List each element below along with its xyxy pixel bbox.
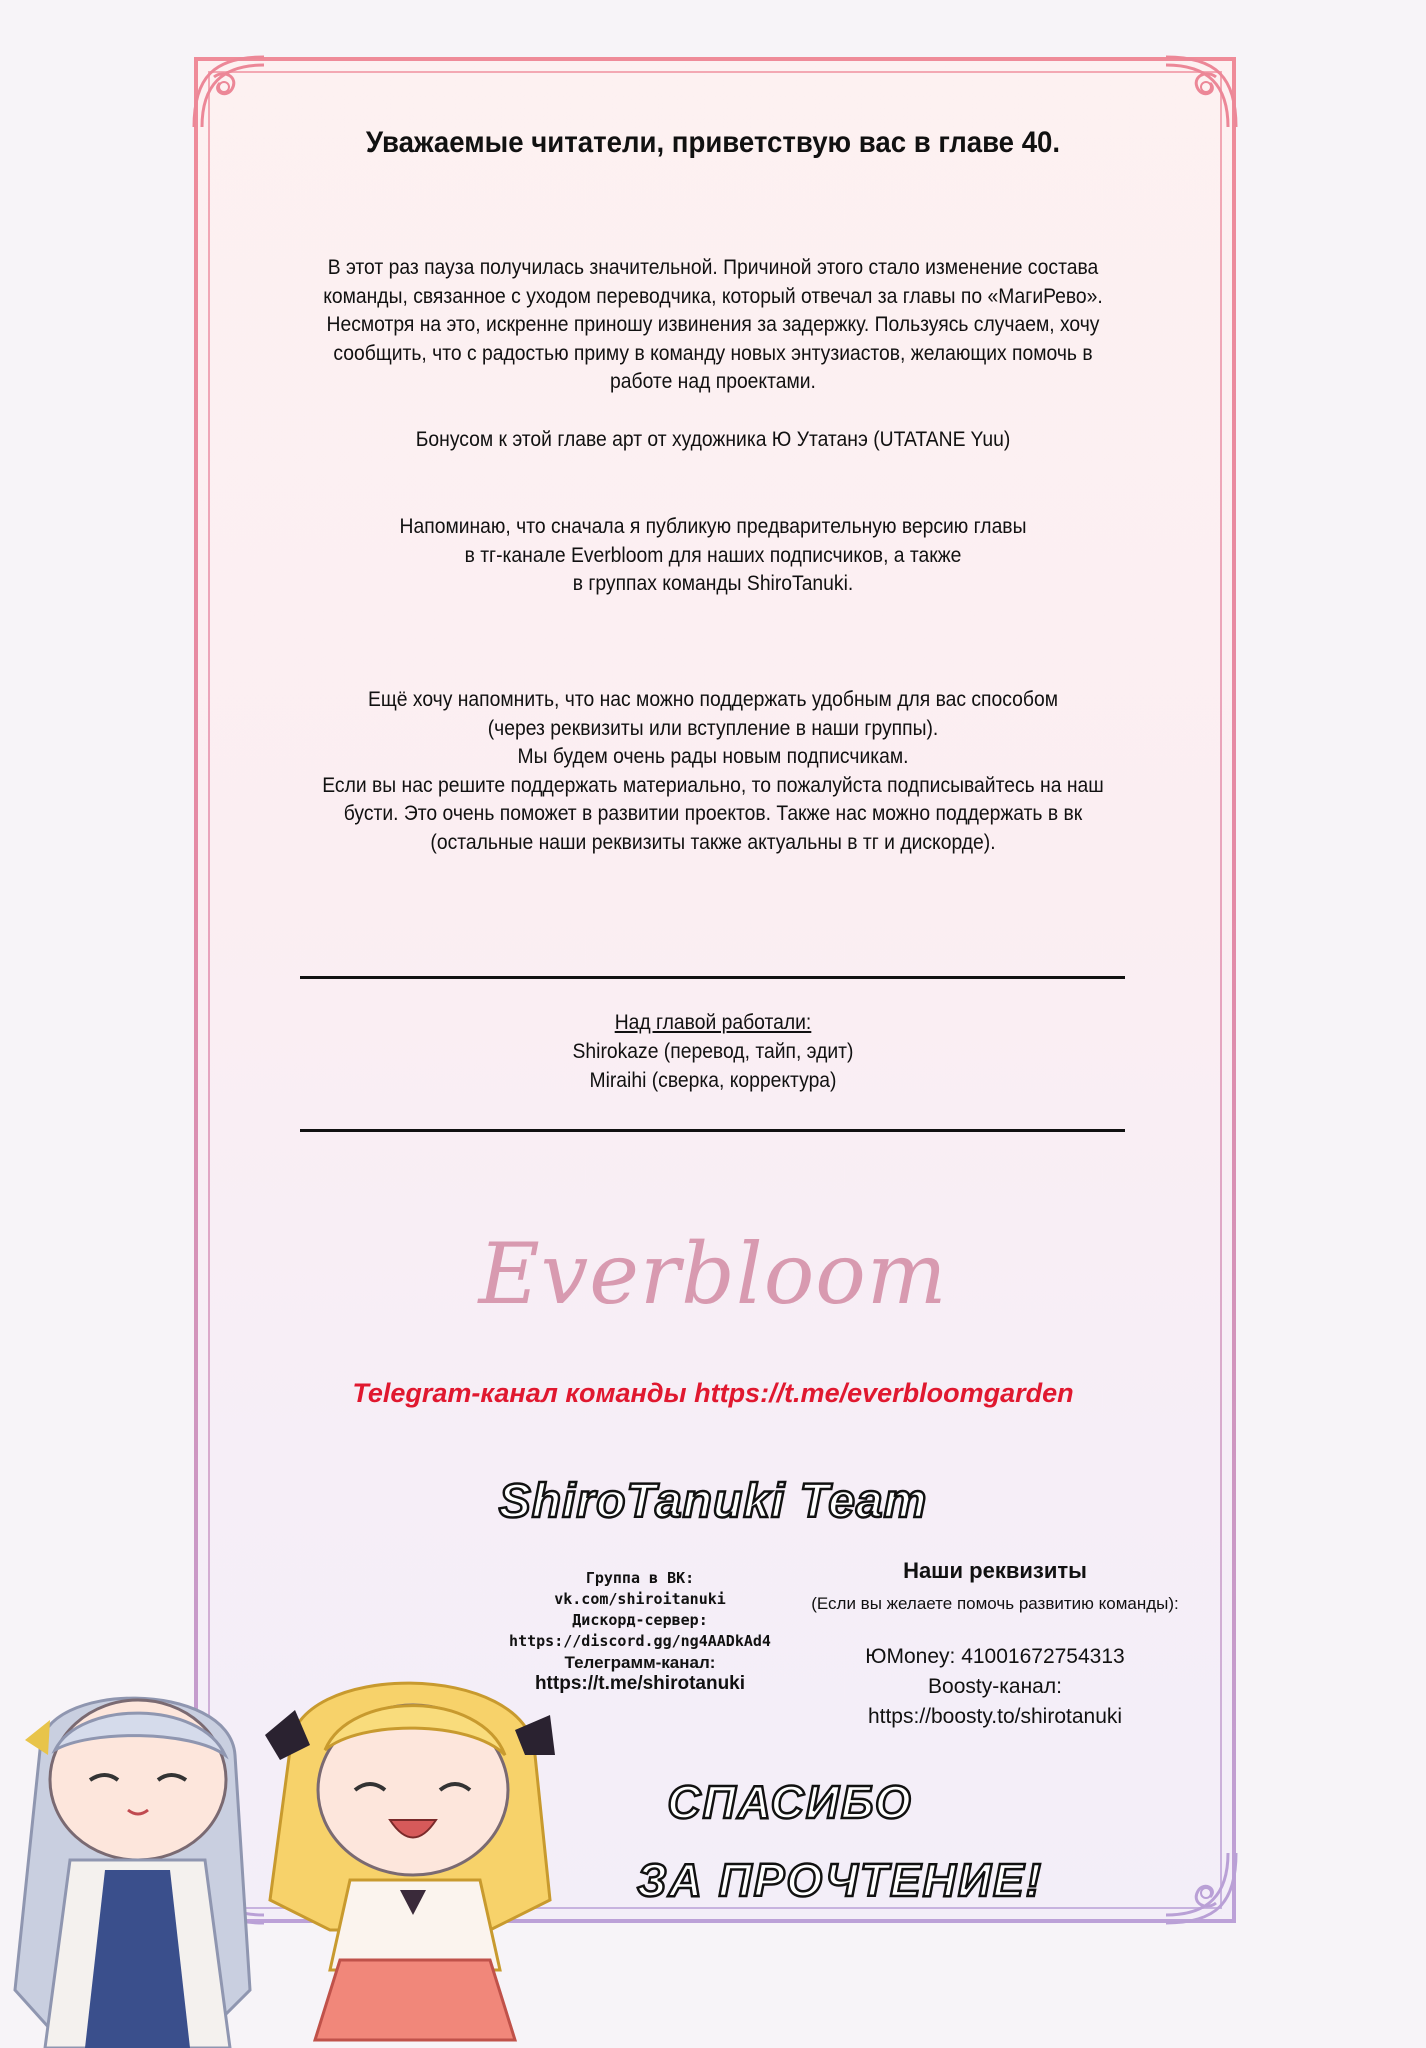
text-line: работе над проектами. xyxy=(610,370,816,393)
boosty-label: Boosty-канал: xyxy=(928,1675,1062,1698)
text-line: бусти. Это очень поможет в развитии проектов. Также нас можно поддержать в вк xyxy=(343,802,1083,825)
discord-link[interactable]: https://discord.gg/ng4AADkAd4 xyxy=(509,1632,771,1650)
telegram-channel-link[interactable]: Telegram-канал команды https://t.me/everbloomgarden xyxy=(352,1378,1074,1408)
vk-link[interactable]: vk.com/shiroitanuki xyxy=(554,1590,726,1608)
vk-label: Группа в ВК: xyxy=(585,1569,695,1587)
text-line: В этот раз пауза получилась значительной. Причиной этого стало изменение состава xyxy=(327,256,1099,279)
text-line: сообщить, что с радостью приму в команду новых энтузиастов, желающих помочь в xyxy=(333,341,1093,365)
credits-block xyxy=(57,1008,1369,1095)
text-line: Напоминаю, что сначала я публикую предварительную версию главы xyxy=(399,515,1027,538)
divider xyxy=(300,976,1125,979)
ornament-corner-icon xyxy=(1156,47,1246,137)
text-line: Несмотря на это, искренне приношу извинения за задержку. Пользуясь случаем, хочу xyxy=(326,313,1100,336)
page-title: Уважаемые читатели, приветствую вас в главе 40. xyxy=(365,126,1061,159)
intro-paragraph xyxy=(57,254,1369,397)
requisites-subheading: (Если вы желаете помочь развитию команды): xyxy=(811,1594,1179,1613)
text-line: Если вы нас решите поддержать материально, то пожалуйста подписывайтесь на наш xyxy=(322,773,1104,797)
requisites-block xyxy=(800,1558,1190,1732)
boosty-link[interactable]: https://boosty.to/shirotanuki xyxy=(867,1705,1123,1728)
yumoney-number: ЮMoney: 41001672754313 xyxy=(865,1645,1125,1668)
text-line: команды, связанное с уходом переводчика, который отвечал за главы по «МагиРево». xyxy=(323,284,1103,308)
team-logo: ShiroTanuki Team xyxy=(498,1475,928,1528)
divider xyxy=(300,1129,1125,1132)
thanks-line-2: ЗА ПРОЧТЕНИЕ! xyxy=(637,1854,1043,1906)
text-line: в группах команды ShiroTanuki. xyxy=(572,572,854,595)
chibi-girl-silver-hair xyxy=(0,1660,270,2048)
bonus-art-note xyxy=(57,426,1369,455)
chibi-girl-blonde-hair xyxy=(250,1640,580,2048)
text-line: (остальные наши реквизиты также актуальны в тг и дискорде). xyxy=(430,830,996,854)
telegram-link[interactable]: https://t.me/shirotanuki xyxy=(534,1673,746,1694)
credit-line: Miraihi (сверка, корректура) xyxy=(589,1069,837,1092)
text-line: Мы будем очень рады новым подписчикам. xyxy=(517,745,909,768)
text-line: Ещё хочу напомнить, что нас можно поддержать удобным для вас способом xyxy=(368,688,1058,711)
everbloom-logo: Everbloom xyxy=(478,1225,948,1323)
credit-line: Shirokaze (перевод, тайп, эдит) xyxy=(572,1040,854,1063)
thanks-line-1: СПАСИБО xyxy=(667,1776,913,1828)
ornament-corner-icon xyxy=(184,47,274,137)
telegram-label: Телеграмм-канал: xyxy=(564,1653,716,1672)
discord-label: Дискорд-сервер: xyxy=(572,1611,708,1629)
requisites-heading: Наши реквизиты xyxy=(903,1558,1087,1583)
ornament-corner-icon xyxy=(1156,1843,1246,1933)
text-line: (через реквизиты или вступление в наши группы). xyxy=(487,716,939,740)
support-paragraph xyxy=(57,686,1369,857)
text-line: в тг-канале Everbloom для наших подписчиков, а также xyxy=(464,543,962,567)
text-line: Бонусом к этой главе арт от художника Ю Утатанэ (UTATANE Yuu) xyxy=(415,428,1011,451)
reminder-paragraph xyxy=(57,513,1369,599)
credits-heading: Над главой работали: xyxy=(614,1011,812,1034)
